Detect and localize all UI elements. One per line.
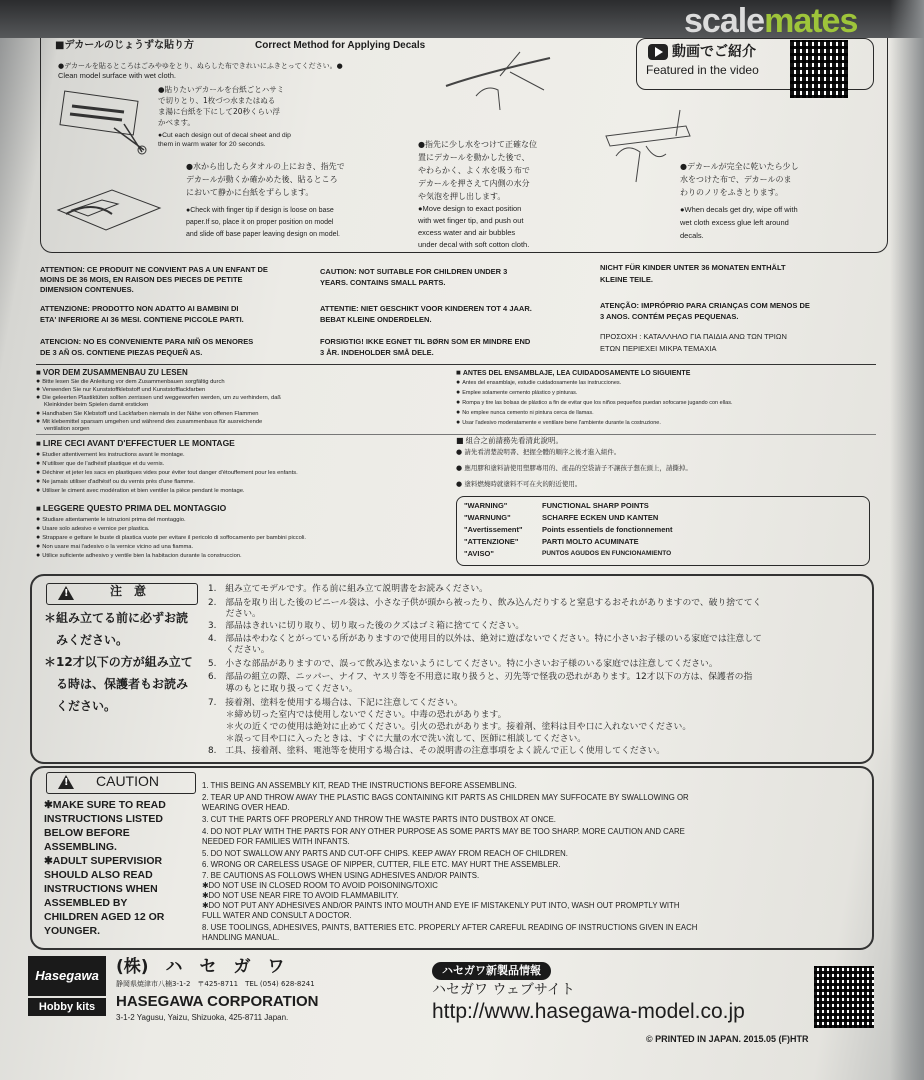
- video-title-en: Featured in the video: [646, 63, 759, 77]
- website-label-jp: ハセガワ ウェブサイト: [432, 982, 575, 998]
- company-address-jp: 静岡県焼津市八楠3-1-2 〒425-8711 TEL (054) 628-8241: [116, 980, 315, 988]
- company-name-en: HASEGAWA CORPORATION: [116, 993, 319, 1010]
- company-address-en: 3-1-2 Yagusu, Yaizu, Shizuoka, 425-8711 Japan.: [116, 1013, 289, 1022]
- website-qr-code: [814, 966, 874, 1028]
- airplane-finger-illustration: [440, 46, 560, 116]
- divider-mid: [36, 434, 876, 435]
- decal-step1-en: Clean model surface with wet cloth.: [58, 71, 176, 80]
- decal-title-jp: ■デカールのじょうずな貼り方: [55, 40, 195, 51]
- company-name-jp: (株) ハ セ ガ ワ: [116, 957, 285, 977]
- background-edge: [890, 0, 924, 1080]
- instruction-sheet: scalemates ■デカールのじょうずな貼り方 Correct Method for Applying Decals 動画でご紹介 Featured in the video ●デカールを貼るところはごみやゆをとり、ぬらした布できれいにふきとってください。● Clean model surface with wet cloth. ●貼りたいデカールを台紙ごとハサミ で切りとり、1枚づつ水またはぬる ま湯に台紙を下にして20秒くらい浮 かべます。 ●Cut each design out of decal sheet and dip them in warm water for 20 seconds. ●水から出したらタオルの上におき、指先で デカールが動くか確かめた後、貼るところ において静かに台紙をずらします。 ●Check with finger tip if design is loose on base paper.If so, place it on proper position on model and slide off base paper leaving design on model. ●指先に少し水をつけて正確な位 置にデカールを動かした後で、 やわらかく、よく水を吸う布で デカールを押さえて内側の水分 や気泡を押し出します。 ●Move design to exact position with wet finger tip, and push out excess water and air bubbles under decal with soft cotton cloth. ●デカールが完全に乾いたら少し 水をつけた布で、デカールのま わりのノリをふきとります。 ●When decals get dry, wipe off with wet cloth excess glue left around decals. ATTENTION: CE PRODUIT NE CONVIENT PAS A UN ENFANT DE MOINS DE 36 MOIS, EN RAISON DES PIECES DE PETITE DIMENSION CONTENUES. CAUTION: NOT SUITABLE FOR CHILDREN UNDER 3 YEARS. CONTAINS SMALL PARTS. NICHT FÜR KINDER UNTER 36 MONATEN ENTHÄLT KLEINE TEILE. ATTENZIONE: PRODOTTO NON ADATTO AI BAMBINI DI ETA' INFERIORE AI 36 MESI. CONTIENE PICCOLE PARTI. ATTENTIE: NIET GESCHIKT VOOR KINDEREN TOT 4 JAAR. BEBAT KLEINE ONDERDELEN. ATENÇÃO: IMPRÓPRIO PARA CRIANÇAS COM MENOS DE 3 ANOS. CONTÉM PEÇAS PEQUENAS. ATENCION: NO ES CONVENIENTE PARA NIÑ OS MENORES DE 3 AÑ OS. CONTIENE PIEZAS PEQUEÑ AS. FORSIGTIG! IKKE EGNET TIL BØRN SOM ER MINDRE END 3 ÅR. INDEHOLDER SMÅ DELE. ΠΡΟΣΟΧΗ : ΚΑΤΑΛΛΗΛΟ ΓΙΑ ΠΑΙΔΙΑ ΑΝΩ ΤΩΝ ΤΡΙΩΝ ΕΤΩΝ ΠΕΡΙΕΧΕΙ ΜΙΚΡΑ ΤΕΜΑΧΙΑ ■ VOR DEM ZUSAMMENBAU ZU LESEN ● Bitte lesen Sie die Anleitung vor dem Zusammenbauen sorgfältig durch ● Verwenden Sie nur Kunststoffklebstoff und Kunststofflackfarben ● Die geleerten Plastiktüten sollten zerrissen und weggeworfen werden, um zu verhindern, daß Kleinkinder beim Spielen damit ersticken ● Handhaben Sie Klebstoff und Lackfarben niemals in der Nähe von offenen Flammen ● Mit klebemittel sparsam umgehen und während des zusammenbaus für ausreichende ventilation sorgen ■ ANTES DEL ENSAMBLAJE, LEA CUIDADOSAMENTE LO SIGUIENTE ● Antes del ensamblaje, estudie cuidadosamente las instrucciones. ● Emplee solamente cemento plástico y pinturas. ● Rompa y tire las bolsas de plástico a fin de evitar que los niños pequeños puedan sofocarse jugando con ellas. ● No emplee nunca cemento ni pintura cerca de llamas. ● Usar l'adesivo moderatamente e ventilare bene l'ambiente durante la costruzione. ■ LIRE CECI AVANT D'EFFECTUER LE MONTAGE ● Etudier attentivement les instructions avant le montage. ● N'utiliser que de l'adhésif plastique et du vernis. ● Déchirer et jeter les sacs en plastiques vides pour éviter tout danger d'étouffement pour les enfants. ● Ne jamais utiliser d'adhésif ou du vernis près d'une flamme. ● Utiliser le ciment avec modération et bien ventiler la pièce pendant le montage. ■ 組合之前請務先看清此說明。 ● 請先看清楚說明書、把握全體的順序之後才進入組件。 ● 應用膠和塗料請使用塑膠專用的、產品的空袋請子不讓孩子想在頭上，請撕掉。 ● 塗料燃燒時就塗料不可在火的附近使用。 ■ LEGGERE QUESTO PRIMA DEL MONTAGGIO ● Studiare attentamente le istruzioni prima del montaggio. ● Usare solo adesivo e vernice per plastica. ● Strappare e gettare le buste di plastica vuote per evitare il pericolo di soffocamento per bambini piccoli. ● Non usare mai l'adesivo o la vernice vicino ad una fiamma. ● Utilice suficiente adhesivo y ventile bien la habitacion durante la construccion. "WARNING" FUNCTIONAL SHARP POINTS "WARNUNG" SCHARFE ECKEN UND KANTEN "Avertissement" Points essentiels de fonctionnement "ATTENZIONE" PARTI MOLTO ACUMINATE "AVISO" PUNTOS AGUDOS EN FUNCIONAMIENTO ! 注 意 ＊組み立てる前に必ずお読 みください。 ＊12才以下の方が組み立て る時は、保護者もお読み ください。 1. 組み立てモデルです。作る前に組み立て説明書をお読みください。 2. 部品を取り出した後のビニール袋は、小さな子供が頭から被ったり、飲み込んだりすると窒息するおそれがありますので、破り捨ててく ださい。 3. 部品はきれいに切り取り、切り取った後のクズはゴミ箱に捨ててください。 4. 部品はやわなくとがっている所がありますので使用目的以外は、絶対に遊ばないでください。特に小さいお子様のいる家庭では注意して ください。 5. 小さな部品がありますので、誤って飲み込まないようにしてください。特に小さいお子様のいる家庭では注意してください。 6. 部品の組立の際、ニッパー、ナイフ、ヤスリ等を不用意に取り扱うと、刃先等で怪我の恐れがあります。12才以下の方は、保護者の指 導のもとに取り扱ってください。 7. 接着剤、塗料を使用する場合は、下記に注意してください。 ＊締め切った室内では使用しないでください。中毒の恐れがあります。 ＊火の近くでの使用は絶対に止めてください。引火の恐れがあります。接着剤、塗料は目や口に入れないでください。 ＊誤って目や口に入ったときは、すぐに大量の水で洗い流して、医師に相談してください。 8. 工具、接着剤、塗料、電池等を使用する場合は、その説明書の注意事項をよく読んで正しく使用してください。 ! CAUTION ✱MAKE SURE TO READ INSTRUCTIONS LISTED BELOW BEFORE ASSEMBLING. ✱ADULT SUPERVISIOR SHOULD ALSO READ INSTRUCTIONS WHEN ASSEMBLED BY CHILDREN AGED 12 OR YOUNGER. 1. THIS BEING AN ASSEMBLY KIT, READ THE INSTRUCTIONS BEFORE ASSEMBLING. 2. TEAR UP AND THROW AWAY THE PLASTIC BAGS CONTAINING KIT PARTS AS CHILDREN MAY SUFFOCATE BY SWALLOWING OR WEARING OVER HEAD. 3. CUT THE PARTS OFF PROPERLY AND THROW THE WASTE PARTS INTO DUSTBOX AT ONCE. 4. DO NOT PLAY WITH THE PARTS FOR ANY OTHER PURPOSE AS SOME PARTS MAY BE TOO SHARP. MORE CAUTION AND CARE NEEDED FOR FAMILIES WITH INFANTS. 5. DO NOT SWALLOW ANY PARTS AND CUT-OFF CHIPS. KEEP AWAY FROM REACH OF CHILDREN. 6. WRONG OR CARELESS USAGE OF NIPPER, CUTTER, FILE ETC. MAY HURT THE ASSEMBLER. 7. BE CAUTIONS AS FOLLOWS WHEN USING ADHESIVES AND/OR PAINTS. ✱DO NOT USE IN CLOSED ROOM TO AVOID POISONING/TOXIC ✱DO NOT USE NEAR FIRE TO AVOID FLAMMABILITY. ✱DO NOT PUT ANY ADHESIVES AND/OR PAINTS INTO MOUTH AND EYE IF MISTAKENLY PUT INTO, WASH OUT PROMPTLY WITH FULL WATER AND CONSULT A DOCTOR. 8. USE TOOLINGS, ADHESIVES, PAINTS, BATTERIES ETC. PROPERLY AFTER CAREFUL READING OF INSTRUCTIONS GIVEN IN EACH HANDLING MANUAL. Hasegawa Hobby kits (株) ハ セ ガ ワ 静岡県焼津市八楠3-1-2 〒425-8711 TEL (054) 628-8241 HASEGAWA CORPORATION 3-1-2 Yagusu, Yaizu, Shizuoka, 425-8711 Japan. ハセガワ新製品情報 ハセガワ ウェブサイト http://www.hasegawa-model.co.jp © PRINTED IN JAPAN. 2015.05 (F)HTR: [0, 0, 924, 1080]
- new-products-label: ハセガワ新製品情報: [432, 962, 551, 980]
- warning-triangle-icon: [58, 775, 74, 789]
- printed-info: © PRINTED IN JAPAN. 2015.05 (F)HTR: [646, 1034, 809, 1044]
- wipe-illustration: [596, 106, 696, 186]
- warning-triangle-icon: [58, 586, 74, 600]
- scalemates-watermark: scalemates: [684, 2, 858, 40]
- jp-caution-heading: 注 意: [110, 584, 147, 598]
- decal-step1-jp: ●デカールを貼るところはごみやゆをとり、ぬらした布できれいにふきとってください。●: [58, 62, 343, 70]
- video-title-jp: 動画でご紹介: [672, 44, 756, 60]
- en-caution-heading: CAUTION: [96, 773, 159, 789]
- website-url[interactable]: http://www.hasegawa-model.co.jp: [432, 1000, 745, 1023]
- water-dish-illustration: [52, 180, 167, 238]
- divider-top: [36, 364, 876, 365]
- play-icon: [648, 44, 668, 60]
- video-qr-code: [790, 40, 848, 98]
- decal-sheet-illustration: [54, 88, 154, 156]
- decal-title-en: Correct Method for Applying Decals: [255, 40, 426, 51]
